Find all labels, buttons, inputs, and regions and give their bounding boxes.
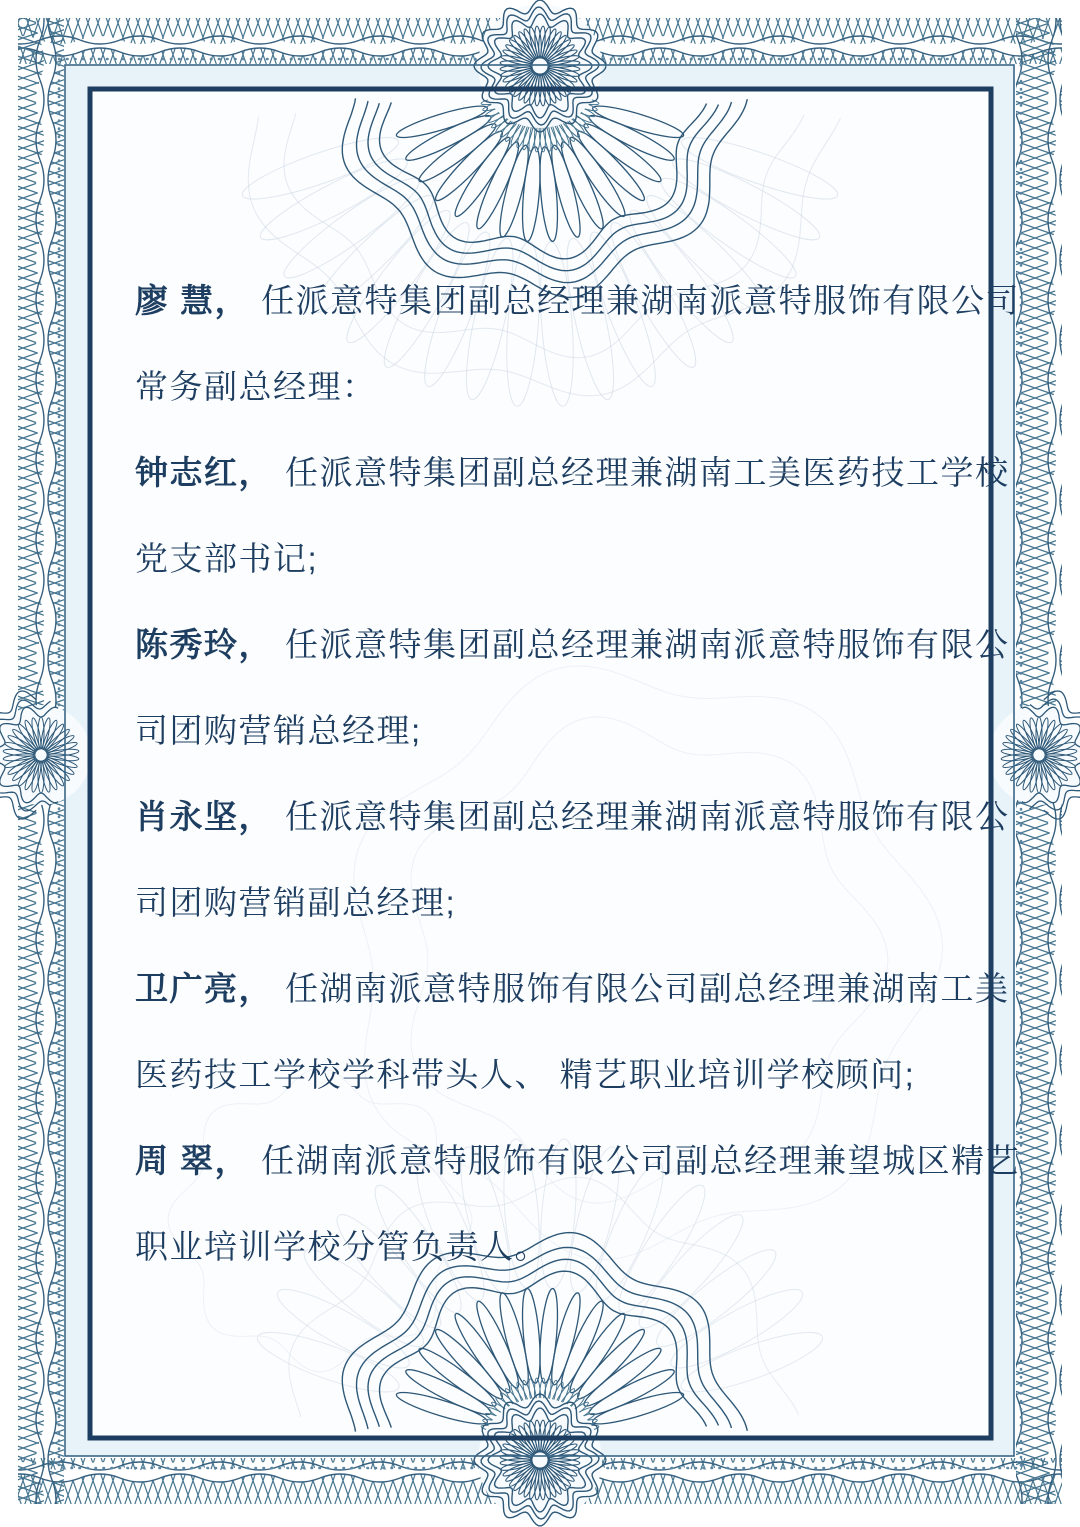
line-text: 任湖南派意特服饰有限公司副总经理兼湖南工美 [285, 970, 1010, 1007]
text-line [135, 258, 1021, 344]
text-line [135, 774, 1010, 860]
text-line [135, 516, 975, 602]
text-line [135, 860, 975, 946]
text-line [135, 1032, 975, 1118]
line-text: 司团购营销总经理; [135, 712, 422, 749]
person-name: 钟志红， [135, 454, 273, 491]
text-line [135, 602, 1010, 688]
text-line [135, 688, 975, 774]
text-line [135, 430, 1010, 516]
text-line [135, 1118, 1021, 1204]
person-name: 卫广亮， [135, 970, 273, 1007]
line-text: 任派意特集团副总经理兼湖南工美医药技工学校 [285, 454, 1010, 491]
text-line [135, 1204, 975, 1290]
text-line [135, 946, 1010, 1032]
person-name: 周 翠， [135, 1142, 250, 1179]
text-line [135, 344, 975, 430]
appointment-text [135, 258, 1021, 1290]
line-text: 司团购营销副总经理; [135, 884, 457, 921]
line-text: 任派意特集团副总经理兼湖南派意特服饰有限公司 [261, 282, 1021, 319]
line-text: 职业培训学校分管负责人。 [135, 1228, 549, 1265]
line-text: 医药技工学校学科带头人、 精艺职业培训学校顾问; [135, 1056, 916, 1093]
line-text: 任湖南派意特服饰有限公司副总经理兼望城区精艺 [261, 1142, 1021, 1179]
line-text: 任派意特集团副总经理兼湖南派意特服饰有限公 [285, 626, 1010, 663]
person-name: 廖 慧， [135, 282, 250, 319]
line-text: 常务副总经理： [135, 368, 377, 405]
person-name: 陈秀玲， [135, 626, 273, 663]
line-text: 任派意特集团副总经理兼湖南派意特服饰有限公 [285, 798, 1010, 835]
person-name: 肖永坚， [135, 798, 273, 835]
line-text: 党支部书记; [135, 540, 319, 577]
